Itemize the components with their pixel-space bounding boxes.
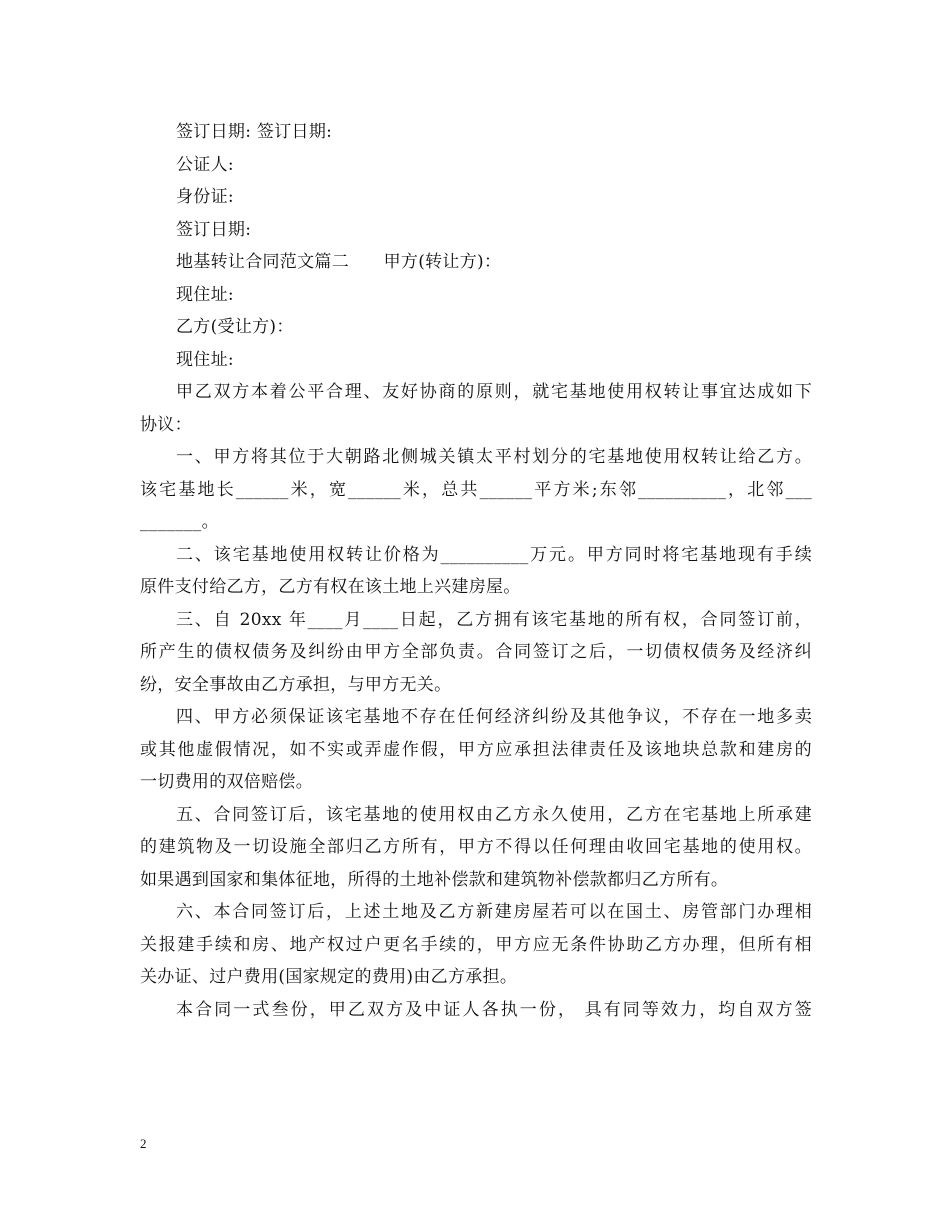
paragraph-line: 关办证、过户费用(国家规定的费用)由乙方承担。 [140,967,518,987]
id-card-line: 身份证: [176,187,234,207]
paragraph-line: 所产生的债权债务及纠纷由甲方全部负责。合同签订之后，一切债权债务及经济纠 [140,642,812,662]
paragraph-first-line: 四、甲方必须保证该宅基地不存在任何经济纠纷及其他争议，不存在一地多卖 [176,707,812,727]
paragraph-line: 或其他虚假情况，如不实或弄虚作假，甲方应承担法律责任及该地块总款和建房的 [140,739,812,760]
paragraph-clause-4 [140,701,812,799]
signature-block [140,116,812,376]
paragraph-line: 协议： [140,414,192,435]
party-b-address-line: 现住址: [176,349,234,370]
party-a-address-line: 现住址: [176,284,234,305]
section-title-party-a: 地基转让合同范文篇二 甲方(转让方)： [176,252,502,272]
signing-date-line: 签订日期: 签订日期: [176,122,333,142]
paragraph-line: 的建筑物及一切设施全部归乙方所有，甲方不得以任何理由收回宅基地的使用权。 [140,837,812,857]
paragraph-clause-5 [140,799,812,897]
party-b-line: 乙方(受让方)： [176,317,294,337]
paragraph-line: 如果遇到国家和集体征地，所得的土地补偿款和建筑物补偿款都归乙方所有。 [140,869,729,890]
paragraph-first-line: 本合同一式叁份，甲乙双方及中证人各执一份， 具有同等效力，均自双方签 [176,999,812,1020]
paragraph-first-line: 三、自 20xx 年____月____日起，乙方拥有该宅基地的所有权，合同签订前， [176,609,812,630]
paragraph-line: _______。 [140,512,219,532]
paragraph-clause-6 [140,896,812,994]
paragraph-clause-2 [140,539,812,604]
paragraph-line: 原件支付给乙方，乙方有权在该土地上兴建房屋。 [140,577,521,597]
paragraph-first-line: 二、该宅基地使用权转让价格为__________万元。甲方同时将宅基地现有手续 [176,544,812,565]
paragraph-copies [140,994,812,1027]
page-number: 2 [140,1136,147,1151]
notary-line: 公证人: [176,154,234,175]
paragraph-first-line: 一、甲方将其位于大朝路北侧城关镇太平村划分的宅基地使用权转让给乙方。 [176,447,812,467]
document-page [140,116,812,1026]
paragraph-line: 一切费用的双倍赔偿。 [140,772,313,792]
paragraph-line: 纷，安全事故由乙方承担，与甲方无关。 [140,674,452,695]
paragraph-line: 关报建手续和房、地产权过户更名手续的，甲方应无条件协助乙方办理，但所有相 [140,934,812,955]
paragraph-first-line: 六、本合同签订后，上述土地及乙方新建房屋若可以在国土、房管部门办理相 [176,902,812,922]
paragraph-clause-3 [140,604,812,702]
paragraph-clause-1 [140,441,812,539]
signing-date-line-2: 签订日期: [176,219,252,240]
paragraph-first-line: 五、合同签订后，该宅基地的使用权由乙方永久使用，乙方在宅基地上所承建 [176,804,812,825]
paragraph-intro [140,376,812,441]
paragraph-line: 该宅基地长______米，宽______米，总共______平方米;东邻__________，北邻___ [140,479,812,500]
paragraph-first-line: 甲乙双方本着公平合理、友好协商的原则，就宅基地使用权转让事宜达成如下 [176,382,812,402]
